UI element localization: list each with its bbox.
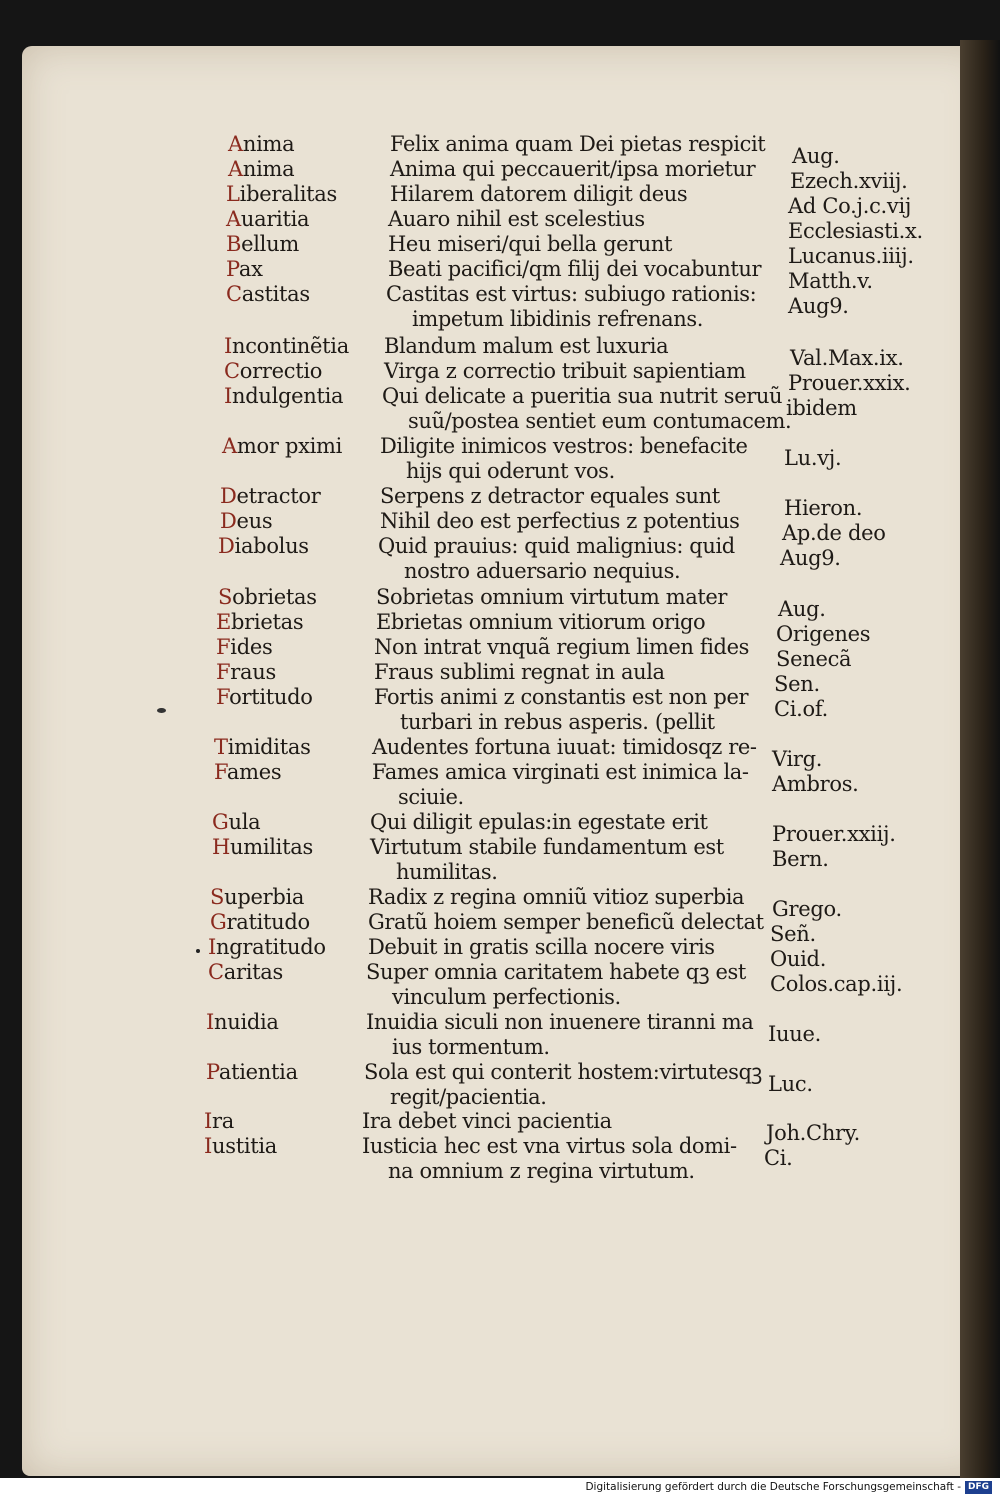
entry-text [364, 1060, 762, 1110]
entry-source: Aug. [792, 144, 840, 168]
entry-text [390, 132, 765, 157]
entry-text-line: Serpens z detractor equales sunt [380, 484, 720, 508]
entry-text-line: Qui delicate a pueritia sua nutrit seruũ [382, 384, 783, 408]
entry-text [380, 434, 748, 484]
entry-text-line: suũ/postea sentiet eum contumacem. [408, 409, 792, 433]
entry-text-line: Quid prauius: quid malignius: quid [378, 534, 735, 558]
entry-source: ibidem [786, 396, 857, 420]
entry-source: Senecã [776, 647, 852, 671]
entry-source: Ci.of. [774, 697, 829, 721]
entry-text-line: Super omnia caritatem habete qꝫ est [366, 960, 746, 984]
entry-source: Virg. [772, 747, 823, 771]
entry-subject: Fraus [216, 660, 276, 684]
entry-subject: Pax [226, 257, 263, 281]
entry-subject: Ira [204, 1109, 234, 1133]
entry-text [378, 534, 735, 584]
entry-text [384, 359, 746, 384]
entry-text-line: Heu miseri/qui bella gerunt [388, 232, 673, 256]
entry-text [374, 635, 749, 660]
entry-text [372, 760, 749, 810]
entry-subject: Anima [228, 157, 295, 181]
entry-text-line: ius tormentum. [392, 1035, 550, 1059]
digitization-footer [0, 1478, 1000, 1497]
entry-subject: Indulgentia [224, 384, 344, 408]
entry-text [372, 735, 757, 760]
entry-subject: Fames [214, 760, 282, 784]
entry-source: Colos.cap.iij. [770, 972, 903, 996]
entry-text-line: Inuidia siculi non inuenere tiranni ma [366, 1010, 754, 1034]
entry-text-line: regit/pacientia. [390, 1085, 547, 1109]
entry-text-line: Diligite inimicos vestros: benefacite [380, 434, 748, 458]
entry-source: Iuue. [768, 1022, 821, 1046]
entry-source: Ezech.xviij. [790, 169, 908, 193]
margin-dot [196, 949, 200, 953]
entry-subject: Caritas [208, 960, 283, 984]
entry-text-line: Blandum malum est luxuria [384, 334, 669, 358]
entry-text-line: hijs qui oderunt vos. [406, 459, 615, 483]
entry-text-line: Ebrietas omnium vitiorum origo [376, 610, 706, 634]
entry-source: Lucanus.iiij. [788, 244, 914, 268]
entry-text-line: Hilarem datorem diligit deus [390, 182, 688, 206]
dfg-logo: DFG [965, 1481, 992, 1494]
entry-text-line: Sola est qui conterit hostem:virtutesqꝫ [364, 1060, 762, 1084]
entry-subject: Fortitudo [216, 685, 313, 709]
entry-text [366, 1010, 753, 1060]
entry-text-line: turbari in rebus asperis. (pellit [400, 710, 715, 734]
entry-subject: Deus [220, 509, 273, 533]
entry-text-line: Non intrat vnquã regium limen fides [374, 635, 749, 659]
entry-source: Lu.vj. [784, 446, 842, 470]
entry-subject: Amor pximi [222, 434, 343, 458]
entry-text [388, 207, 645, 232]
entry-source: Ap.de deo [782, 521, 886, 545]
entry-text-line: Nihil deo est perfectius z potentius [380, 509, 740, 533]
entry-text [388, 232, 672, 257]
entry-text [370, 810, 708, 835]
entry-text-line: Gratũ hoiem semper beneficũ delectat [368, 910, 764, 934]
entry-text-line: humilitas. [396, 860, 498, 884]
entry-text-line: Qui diligit epulas:in egestate erit [370, 810, 708, 834]
entry-source: Prouer.xxix. [788, 371, 911, 395]
entry-source: Ad Co.j.c.vij [788, 194, 912, 218]
entry-text-line: Virga z correctio tribuit sapientiam [384, 359, 746, 383]
entry-text [380, 484, 720, 509]
entry-text [390, 157, 755, 182]
entry-text [382, 384, 791, 434]
entry-source: Prouer.xxiij. [772, 822, 896, 846]
entry-text [376, 585, 727, 610]
entry-text-line: Ira debet vinci pacientia [362, 1109, 612, 1133]
entry-subject: Liberalitas [226, 182, 337, 206]
entry-subject: Bellum [226, 232, 299, 256]
entry-text [368, 910, 764, 935]
entry-source: Ecclesiasti.x. [788, 219, 923, 243]
entry-text-line: Beati pacifici/qm filij dei vocabuntur [388, 257, 762, 281]
entry-source: Matth.v. [788, 269, 873, 293]
entry-source: Aug9. [788, 294, 849, 318]
entry-subject: Castitas [226, 282, 310, 306]
entry-subject: Anima [228, 132, 295, 156]
entry-subject: Gula [212, 810, 261, 834]
entry-text-line: Anima qui peccauerit/ipsa morietur [390, 157, 756, 181]
entry-text-line: Audentes fortuna iuuat: timidosqz re- [372, 735, 757, 759]
entry-subject: Ebrietas [216, 610, 304, 634]
entry-text-line: Felix anima quam Dei pietas respicit [390, 132, 766, 156]
entry-source: Luc. [768, 1072, 813, 1096]
entry-source: Sen. [774, 672, 820, 696]
entry-subject: Gratitudo [210, 910, 310, 934]
entry-text [368, 885, 744, 910]
entry-source: Hieron. [784, 496, 863, 520]
entry-text-line: Auaro nihil est scelestius [388, 207, 645, 231]
entry-text [376, 610, 705, 635]
entry-source: Ci. [764, 1146, 793, 1170]
entry-subject: Inuidia [206, 1010, 279, 1034]
entry-source: Señ. [770, 922, 816, 946]
entry-source: Aug9. [780, 546, 841, 570]
entry-text-line: Virtutum stabile fundamentum est [370, 835, 724, 859]
entry-text [388, 257, 761, 282]
entry-text [380, 509, 740, 534]
entry-text-line: Debuit in gratis scilla nocere viris [368, 935, 715, 959]
entry-source: Origenes [776, 622, 871, 646]
entry-text-line: Castitas est virtus: subiugo rationis: [386, 282, 757, 306]
margin-mark [157, 708, 166, 713]
entry-text [374, 685, 748, 735]
entry-text [362, 1109, 612, 1134]
entry-text-line: impetum libidinis refrenans. [412, 307, 704, 331]
entry-text-line: Fraus sublimi regnat in aula [374, 660, 665, 684]
entry-text [384, 334, 668, 359]
entry-source: Aug. [778, 597, 826, 621]
entry-text [374, 660, 665, 685]
entry-source: Grego. [772, 897, 842, 921]
entry-subject: Diabolus [218, 534, 309, 558]
entry-text-line: na omnium z regina virtutum. [388, 1159, 695, 1183]
entry-subject: Humilitas [212, 835, 313, 859]
entry-source: Bern. [772, 847, 829, 871]
entry-text-line: Sobrietas omnium virtutum mater [376, 585, 728, 609]
entry-text [368, 935, 715, 960]
entry-text [386, 282, 756, 332]
entry-subject: Superbia [210, 885, 305, 909]
entry-text-line: Radix z regina omniũ vitioz superbia [368, 885, 745, 909]
entry-subject: Iustitia [204, 1134, 278, 1158]
entry-text [390, 182, 687, 207]
entry-source: Ouid. [770, 947, 827, 971]
entry-text-line: Iusticia hec est vna virtus sola domi- [362, 1134, 737, 1158]
entry-source: Joh.Chry. [766, 1121, 860, 1145]
entry-source: Val.Max.ix. [790, 346, 904, 370]
book-spine [960, 40, 1000, 1480]
entry-text-line: Fames amica virginati est inimica la- [372, 760, 749, 784]
entry-subject: Correctio [224, 359, 323, 383]
entry-subject: Sobrietas [218, 585, 317, 609]
entry-text-line: vinculum perfectionis. [392, 985, 621, 1009]
entry-subject: Incontinẽtia [224, 334, 349, 358]
entry-subject: Auaritia [226, 207, 310, 231]
footer-credit: Digitalisierung gefördert durch die Deutsche Forschungsgemeinschaft - [585, 1481, 961, 1493]
entry-text [366, 960, 746, 1010]
entry-text-line: nostro aduersario nequius. [404, 559, 681, 583]
entry-subject: Ingratitudo [208, 935, 326, 959]
entry-text-line: sciuie. [398, 785, 464, 809]
entry-subject: Timiditas [214, 735, 311, 759]
entry-source: Ambros. [772, 772, 859, 796]
entry-text [362, 1134, 737, 1184]
entry-text-line: Fortis animi z constantis est non per [374, 685, 749, 709]
entry-text [370, 835, 724, 885]
entry-subject: Detractor [220, 484, 321, 508]
entry-subject: Patientia [206, 1060, 298, 1084]
entry-subject: Fides [216, 635, 273, 659]
